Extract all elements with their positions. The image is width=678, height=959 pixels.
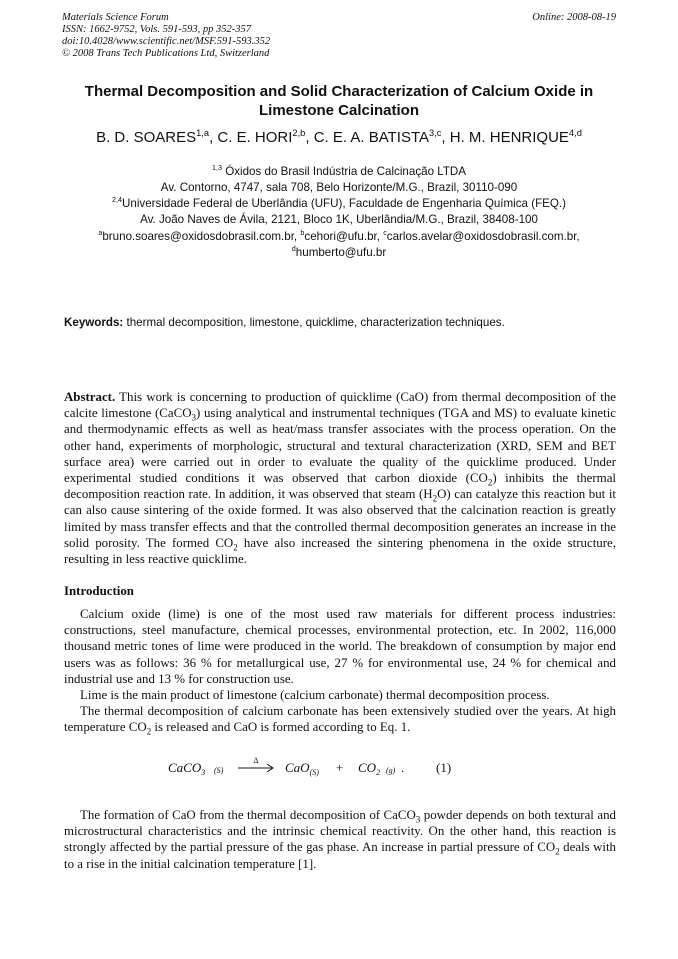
affiliation-name: Universidade Federal de Uberlândia (UFU), Faculdade de Engenharia Química (FEQ.) xyxy=(122,197,566,210)
copyright-line: © 2008 Trans Tech Publications Ltd, Switzerland xyxy=(62,48,270,59)
paragraph: Calcium oxide (lime) is one of the most used raw materials for different process industries: constructions, steel manufacture, chemical processes, environmental protection, etc. In 2002, 116,000 thousand metric tones of lime were produced in the world. The breakdown of consumption by major end users was as follows: 36 % for metallurgical use, 27 % for environmental use, 24 % for chemical and industrial use and 13 % for construction use. xyxy=(64,607,616,686)
author-name: C. E. A. BATISTA xyxy=(313,129,430,146)
journal-name: Materials Science Forum xyxy=(62,12,169,23)
subscript: 3 xyxy=(415,814,421,825)
section-heading-introduction: Introduction xyxy=(64,584,134,598)
author-affiliation-mark: 3,c xyxy=(429,128,442,138)
affiliation-address: Av. João Naves de Ávila, 2121, Bloco 1K, Uberlândia/M.G., Brazil, 38408-100 xyxy=(140,212,538,226)
paragraph-text: powder depends on both textural and microstructural characteristics and the intrinsic chemical reactivity. On the other hand, this reaction is strongly affected by the partial pressure of the gas phase. An increase in partial pressure of CO xyxy=(64,808,616,855)
abstract-label: Abstract. xyxy=(64,390,116,404)
subscript: 3 xyxy=(191,412,197,423)
affiliation-2 xyxy=(40,196,638,227)
author-affiliation-mark: 4,d xyxy=(568,128,582,138)
abstract-text: ) using analytical and instrumental techniques (TGA and MS) to evaluate kinetic and thermodynamic effects as well as heat/mass transfer associates with the process operation. On the other hand, experiments of morphologic, structural and textural characterization (XRD, SEM and BET surface area) were carried out in order to evaluate the quality of the quicklime produced. Under experimental studied conditions it was observed that carbon dioxide (CO xyxy=(64,406,617,486)
equation-1 xyxy=(168,756,468,782)
author-name: B. D. SOARES xyxy=(96,129,197,146)
abstract-text: ) inhibits the thermal decomposition reaction rate. In addition, it was observed that steam (H xyxy=(64,471,616,502)
subscript: 2 xyxy=(487,477,493,488)
abstract xyxy=(64,389,616,567)
abstract-text: This work is concerning to production of quicklime (CaO) from thermal decomposition of the calcite limestone (CaCO xyxy=(64,390,616,421)
affiliation-1 xyxy=(40,164,638,195)
author-list: B. D. SOARES$^{1,a}$, C. E. HORI$^{2,b}$, C. E. A. BATISTA$^{3,c}$, H. M. HENRIQUE$^{4,d}$ xyxy=(96,128,582,146)
affiliation-mark: 2,4 xyxy=(112,195,122,205)
paragraph xyxy=(64,703,616,735)
paragraph xyxy=(64,807,616,872)
author-name: C. E. HORI xyxy=(217,129,293,146)
paragraph-text: is released and CaO is formed according to Eq. 1. xyxy=(151,720,411,735)
eq-phase: (S) xyxy=(214,766,224,775)
paragraph-text: The thermal decomposition of calcium carbonate has been extensively studied over the years. At high temperature CO xyxy=(64,704,616,735)
paragraph-text: deals with to a rise in the initial calcination temperature [1]. xyxy=(64,840,616,871)
eq-end: . xyxy=(401,760,405,775)
abstract-text: have also increased the sintering phenomena in the oxide structure, resulting in less reactive quicklime. xyxy=(64,535,616,567)
eq-product2: $CO_2$ xyxy=(358,760,381,777)
issn-line: ISSN: 1662-9752, Vols. 591-593, pp 352-357 xyxy=(62,24,251,35)
eq-phase: (g) xyxy=(386,766,396,775)
eq-product1: CaO$_{(S)}$ xyxy=(285,760,319,777)
keywords xyxy=(64,316,616,329)
paragraph: Lime is the main product of limestone (calcium carbonate) thermal decomposition process. xyxy=(80,688,550,703)
email-link[interactable]: cehori@ufu.br, xyxy=(304,230,380,243)
paper-title: Thermal Decomposition and Solid Characterization of Calcium Oxide in Limestone Calcination xyxy=(84,83,594,119)
subscript: 2 xyxy=(233,542,238,553)
affiliation-address: Av. Contorno, 4747, sala 708, Belo Horizonte/M.G., Brazil, 30110-090 xyxy=(160,180,518,194)
subscript: 2 xyxy=(146,727,152,737)
keywords-label: Keywords: xyxy=(64,316,124,329)
arrow-icon xyxy=(238,760,276,778)
subscript: 2 xyxy=(432,493,438,504)
post-equation-body xyxy=(64,807,616,872)
email-list: $^a$bruno.soares@oxidosdobrasil.com.br, $^b$cehori@ufu.br, $^c$carlos.avelar@oxidosdobrasil.com.br, $^d$humberto@ufu.br xyxy=(98,228,580,259)
abstract-text: O) can catalyze this reaction but it can also cause sintering of the oxide formed. It was also observed that the calcination reaction is greatly limited by mass transfer effects and that the controlled thermal decomposition generates an increase in the solid porosity. The formed CO xyxy=(64,487,616,550)
affiliation-name: Óxidos do Brasil Indústria de Calcinação LTDA xyxy=(225,165,467,178)
paragraph-text: The formation of CaO from the thermal decomposition of CaCO xyxy=(80,808,416,822)
email-link[interactable]: bruno.soares@oxidosdobrasil.com.br, xyxy=(102,230,298,243)
eq-plus: + xyxy=(336,760,344,775)
subscript: 2 xyxy=(555,846,560,857)
introduction-body xyxy=(64,606,616,736)
email-link[interactable]: carlos.avelar@oxidosdobrasil.com.br, xyxy=(386,230,580,243)
equation-number: (1) xyxy=(436,760,452,775)
keywords-text: thermal decomposition, limestone, quicklime, characterization techniques. xyxy=(126,316,505,329)
doi-line: doi:10.4028/www.scientific.net/MSF.591-593.352 xyxy=(62,36,271,47)
eq-delta: Δ xyxy=(253,756,259,765)
email-link[interactable]: humberto@ufu.br xyxy=(295,245,387,259)
author-affiliation-mark: 1,a xyxy=(196,128,210,138)
online-date: Online: 2008-08-19 xyxy=(532,12,616,23)
affiliation-mark: 1,3 xyxy=(211,163,222,173)
author-name: H. M. HENRIQUE xyxy=(449,129,569,146)
running-header xyxy=(62,12,616,60)
author-affiliation-mark: 2,b xyxy=(292,128,306,138)
eq-reactant: CaCO$_3$ xyxy=(168,760,206,777)
